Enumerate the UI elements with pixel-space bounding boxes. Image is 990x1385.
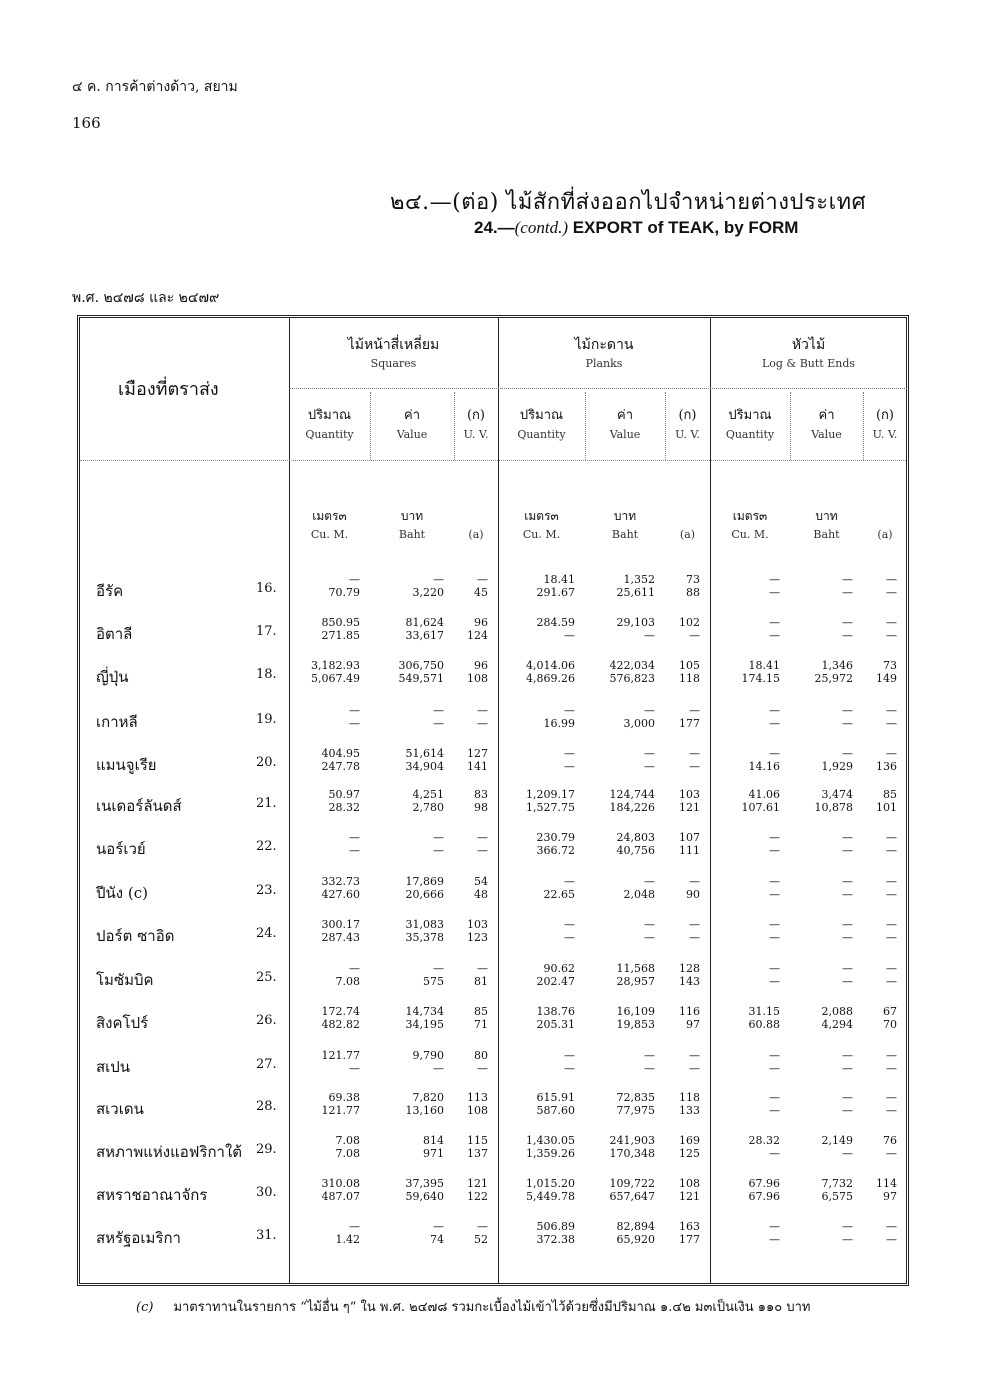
table-cell: — — xyxy=(842,831,853,857)
table-cell: 332.73 427.60 xyxy=(321,875,360,901)
table-cell: — 90 xyxy=(686,875,700,901)
table-cell: 1,430.05 1,359.26 xyxy=(526,1134,575,1160)
subcolumn-header-english: Value xyxy=(811,428,842,441)
unit-thai: เมตร๓ xyxy=(524,509,559,523)
unit-english: Cu. M. xyxy=(731,528,769,541)
row-country-name: นอร์เวย์ xyxy=(96,840,146,858)
table-cell: 850.95 271.85 xyxy=(321,616,360,642)
table-cell: 2,149 — xyxy=(821,1134,853,1160)
table-cell: 18.41 174.15 xyxy=(741,659,780,685)
table-cell: — 1,929 xyxy=(821,747,853,773)
row-number: 19. xyxy=(256,712,277,727)
table-cell: — — xyxy=(769,962,780,988)
subcolumn-header-english: U. V. xyxy=(675,428,700,441)
table-cell: — 1.42 xyxy=(335,1220,360,1246)
table-cell: — 16.99 xyxy=(543,704,575,730)
table-cell: — 2,048 xyxy=(623,875,655,901)
table-cell: 121 122 xyxy=(467,1177,488,1203)
unit-thai: บาท xyxy=(613,509,637,523)
table-cell: 422,034 576,823 xyxy=(609,659,655,685)
table-cell: — — xyxy=(886,704,897,730)
table-cell: 172.74 482.82 xyxy=(321,1005,360,1031)
table-cell: — — xyxy=(433,704,444,730)
table-cell: — — xyxy=(842,704,853,730)
table-cell: — — xyxy=(564,918,575,944)
subcolumn-divider xyxy=(370,392,371,460)
table-cell: 41.06 107.61 xyxy=(741,788,780,814)
table-cell: — — xyxy=(349,704,360,730)
table-cell: 67.96 67.96 xyxy=(748,1177,780,1203)
table-cell: — — xyxy=(842,1049,853,1075)
table-cell: 9,790 — xyxy=(412,1049,444,1075)
title-main: EXPORT of TEAK, by FORM xyxy=(572,218,799,237)
row-country-name: สหราชอาณาจักร xyxy=(96,1186,208,1204)
table-cell: — — xyxy=(886,1220,897,1246)
header-rule xyxy=(80,460,906,461)
table-cell: 7,820 13,160 xyxy=(405,1091,444,1117)
row-number: 28. xyxy=(256,1099,277,1114)
table-cell: — — xyxy=(769,1091,780,1117)
footnote xyxy=(136,1296,810,1317)
table-cell: 96 108 xyxy=(467,659,488,685)
running-title: ๔ ค. การค้าต่างด้าว, สยาม xyxy=(72,79,238,95)
row-number: 18. xyxy=(256,667,277,682)
group-header-thai: ไม้หน้าสี่เหลี่ยม xyxy=(347,337,440,353)
group-header-thai: หัวไม้ xyxy=(791,337,826,353)
table-cell: 103 121 xyxy=(679,788,700,814)
table-cell: 1,346 25,972 xyxy=(814,659,853,685)
table-cell: 113 108 xyxy=(467,1091,488,1117)
table-title-thai: ๒๔.—(ต่อ) ไม้สักที่ส่งออกไปจำหน่ายต่างประเทศ xyxy=(390,190,867,215)
subcolumn-header-thai: (ก) xyxy=(875,408,894,423)
table-cell: 7,732 6,575 xyxy=(821,1177,853,1203)
row-number: 30. xyxy=(256,1185,277,1200)
row-number: 17. xyxy=(256,624,277,639)
unit-english: Baht xyxy=(813,528,840,541)
table-cell: — — xyxy=(644,1049,655,1075)
unit-english: (a) xyxy=(679,528,696,541)
table-cell: 80 — xyxy=(474,1049,488,1075)
subcolumn-header-thai: (ก) xyxy=(466,408,485,423)
row-country-name: ปอร์ต ซาอิด xyxy=(96,927,175,945)
table-cell: 81,624 33,617 xyxy=(405,616,444,642)
table-cell: 107 111 xyxy=(679,831,700,857)
table-cell: 14,734 34,195 xyxy=(405,1005,444,1031)
table-cell: 284.59 — xyxy=(536,616,575,642)
group-header-thai: ไม้กะดาน xyxy=(574,337,634,353)
row-number: 25. xyxy=(256,970,277,985)
table-cell: — 52 xyxy=(474,1220,488,1246)
table-cell: — — xyxy=(689,1049,700,1075)
table-cell: — — xyxy=(886,831,897,857)
table-cell: — — xyxy=(564,1049,575,1075)
subcolumn-divider xyxy=(863,392,864,460)
row-country-name: ปีนัง (c) xyxy=(96,884,148,902)
table-cell: — — xyxy=(886,616,897,642)
table-cell: — 14.16 xyxy=(748,747,780,773)
table-cell: 105 118 xyxy=(679,659,700,685)
table-cell: — — xyxy=(349,831,360,857)
subcolumn-header-thai: ค่า xyxy=(404,408,420,423)
table-cell: — 70.79 xyxy=(328,573,360,599)
unit-thai: เมตร๓ xyxy=(312,509,347,523)
table-cell: 11,568 28,957 xyxy=(616,962,655,988)
table-cell: — — xyxy=(769,1049,780,1075)
row-country-name: สเปน xyxy=(96,1058,131,1076)
table-cell: — — xyxy=(886,875,897,901)
table-cell: 1,209.17 1,527.75 xyxy=(526,788,575,814)
table-cell: — 22.65 xyxy=(543,875,575,901)
table-cell: 169 125 xyxy=(679,1134,700,1160)
table-cell: 241,903 170,348 xyxy=(609,1134,655,1160)
row-country-name: โมซัมบิค xyxy=(96,971,154,989)
table-cell: 138.76 205.31 xyxy=(536,1005,575,1031)
unit-english: Cu. M. xyxy=(522,528,561,541)
row-number: 29. xyxy=(256,1142,277,1157)
table-cell: 124,744 184,226 xyxy=(609,788,655,814)
table-cell: 82,894 65,920 xyxy=(616,1220,655,1246)
table-cell: 2,088 4,294 xyxy=(821,1005,853,1031)
table-cell: 230.79 366.72 xyxy=(536,831,575,857)
table-cell: 114 97 xyxy=(876,1177,897,1203)
table-cell: — 45 xyxy=(474,573,488,599)
subcolumn-header-thai: ปริมาณ xyxy=(307,408,352,423)
table-cell: — — xyxy=(842,573,853,599)
table-cell: — — xyxy=(769,875,780,901)
group-header-english: Log & Butt Ends xyxy=(761,357,856,370)
table-cell: — 74 xyxy=(430,1220,444,1246)
table-cell: — 177 xyxy=(679,704,700,730)
table-cell: 69.38 121.77 xyxy=(321,1091,360,1117)
table-cell: — 575 xyxy=(423,962,444,988)
title-prefix: 24.— xyxy=(474,218,515,237)
unit-english: Cu. M. xyxy=(310,528,349,541)
row-country-name: แมนจูเรีย xyxy=(96,756,157,774)
table-cell: 118 133 xyxy=(679,1091,700,1117)
table-cell: 16,109 19,853 xyxy=(616,1005,655,1031)
subcolumn-header-english: Quantity xyxy=(517,428,566,441)
row-country-name: อิตาลี xyxy=(96,625,133,643)
table-cell: — — xyxy=(769,1220,780,1246)
table-cell: 73 149 xyxy=(876,659,897,685)
row-number: 22. xyxy=(256,839,277,854)
row-country-name: ญี่ปุ่น xyxy=(96,668,129,686)
unit-thai: เมตร๓ xyxy=(732,509,768,523)
table-cell: 404.95 247.78 xyxy=(321,747,360,773)
page-number: 166 xyxy=(72,114,101,132)
subcolumn-divider xyxy=(665,392,666,460)
table-cell: 121.77 — xyxy=(321,1049,360,1075)
table-cell: — — xyxy=(689,918,700,944)
table-cell: — — xyxy=(433,831,444,857)
table-cell: — — xyxy=(842,918,853,944)
table-cell: 17,869 20,666 xyxy=(405,875,444,901)
table-cell: 115 137 xyxy=(467,1134,488,1160)
unit-english: Baht xyxy=(611,528,639,541)
subcolumn-divider xyxy=(585,392,586,460)
table-cell: — 3,000 xyxy=(623,704,655,730)
title-contd: (contd.) xyxy=(514,218,568,237)
table-cell: 102 — xyxy=(679,616,700,642)
row-country-name: อีรัค xyxy=(96,582,124,600)
table-cell: 300.17 287.43 xyxy=(321,918,360,944)
table-cell: — — xyxy=(689,747,700,773)
row-country-name: สหภาพแห่งแอฟริกาใต้ xyxy=(96,1143,243,1161)
table-cell: — — xyxy=(886,1091,897,1117)
subcolumn-header-english: Quantity xyxy=(725,428,775,441)
table-cell: — — xyxy=(886,962,897,988)
group-header-english: Squares xyxy=(370,357,417,370)
table-cell: — — xyxy=(769,831,780,857)
table-cell: — — xyxy=(842,1091,853,1117)
row-number: 20. xyxy=(256,755,277,770)
table-cell: — 7.08 xyxy=(335,962,360,988)
row-number: 16. xyxy=(256,581,277,596)
origin-column-header: เมืองที่ตราส่ง xyxy=(118,379,219,400)
unit-english: Baht xyxy=(398,528,426,541)
table-cell: 615.91 587.60 xyxy=(536,1091,575,1117)
subcolumn-header-thai: ปริมาณ xyxy=(519,408,564,423)
unit-thai: บาท xyxy=(400,509,424,523)
row-country-name: สหรัฐอเมริกา xyxy=(96,1229,181,1247)
table-cell: — — xyxy=(769,918,780,944)
table-cell: 83 98 xyxy=(474,788,488,814)
table-cell: 29,103 — xyxy=(616,616,655,642)
table-cell: 310.08 487.07 xyxy=(321,1177,360,1203)
table-cell: — — xyxy=(842,875,853,901)
table-cell: 90.62 202.47 xyxy=(536,962,575,988)
table-cell: — — xyxy=(842,616,853,642)
row-number: 27. xyxy=(256,1057,277,1072)
table-cell: 3,182.93 5,067.49 xyxy=(311,659,360,685)
table-cell: 37,395 59,640 xyxy=(405,1177,444,1203)
table-cell: — — xyxy=(477,704,488,730)
table-cell: 96 124 xyxy=(467,616,488,642)
table-cell: 67 70 xyxy=(883,1005,897,1031)
table-cell: 163 177 xyxy=(679,1220,700,1246)
subcolumn-header-english: Quantity xyxy=(305,428,354,441)
table-cell: — — xyxy=(842,962,853,988)
table-cell: — 81 xyxy=(474,962,488,988)
table-cell: 24,803 40,756 xyxy=(616,831,655,857)
table-cell: 109,722 657,647 xyxy=(609,1177,655,1203)
table-cell: — — xyxy=(886,1049,897,1075)
table-cell: 7.08 7.08 xyxy=(335,1134,360,1160)
table-cell: — — xyxy=(477,831,488,857)
table-cell: — 136 xyxy=(876,747,897,773)
table-cell: — — xyxy=(886,918,897,944)
table-cell: 127 141 xyxy=(467,747,488,773)
table-cell: 108 121 xyxy=(679,1177,700,1203)
unit-thai: บาท xyxy=(815,509,838,523)
footnote-text: มาตราทานในรายการ “ไม้อื่น ๆ” ใน พ.ศ. ๒๔๗๘ รวมกะเบื้องไม้เข้าไว้ด้วยซึ่งมีปริมาณ ๑.๔๒ ม๓เป็นเงิน ๑๑๐ บาท xyxy=(173,1300,811,1315)
table-cell: 116 97 xyxy=(679,1005,700,1031)
table-cell: 18.41 291.67 xyxy=(536,573,575,599)
table-cell: 31,083 35,378 xyxy=(405,918,444,944)
row-number: 26. xyxy=(256,1013,277,1028)
table-cell: 76 — xyxy=(883,1134,897,1160)
row-country-name: สเวเดน xyxy=(96,1100,144,1118)
table-cell: 814 971 xyxy=(423,1134,444,1160)
table-cell: — — xyxy=(644,747,655,773)
table-cell: 50.97 28.32 xyxy=(328,788,360,814)
table-cell: 51,614 34,904 xyxy=(405,747,444,773)
row-number: 21. xyxy=(256,796,277,811)
subcolumn-header-thai: ปริมาณ xyxy=(728,408,772,423)
table-cell: 85 101 xyxy=(876,788,897,814)
table-cell: — — xyxy=(564,747,575,773)
subcolumn-header-english: Value xyxy=(396,428,428,441)
table-cell: 54 48 xyxy=(474,875,488,901)
table-cell: 103 123 xyxy=(467,918,488,944)
table-cell: — — xyxy=(644,918,655,944)
row-country-name: เนเดอร์ลันดส์ xyxy=(96,797,182,815)
years-label: พ.ศ. ๒๔๗๘ และ ๒๔๗๙ xyxy=(72,290,220,306)
row-country-name: สิงคโปร์ xyxy=(96,1014,149,1032)
table-title-english xyxy=(474,218,798,238)
row-number: 31. xyxy=(256,1228,277,1243)
footnote-mark: (c) xyxy=(136,1300,154,1315)
row-country-name: เกาหลี xyxy=(96,713,138,731)
table-cell: 128 143 xyxy=(679,962,700,988)
table-cell: 72,835 77,975 xyxy=(616,1091,655,1117)
table-cell: 85 71 xyxy=(474,1005,488,1031)
table-cell: 4,251 2,780 xyxy=(412,788,444,814)
subcolumn-divider xyxy=(454,392,455,460)
table-cell: 506.89 372.38 xyxy=(536,1220,575,1246)
subcolumn-header-thai: (ก) xyxy=(678,408,697,423)
unit-english: (a) xyxy=(468,528,484,541)
table-cell: — — xyxy=(769,704,780,730)
group-rule xyxy=(289,388,907,389)
subcolumn-header-thai: ค่า xyxy=(818,408,835,423)
table-cell: 73 88 xyxy=(686,573,700,599)
table-cell: 28.32 — xyxy=(748,1134,780,1160)
subcolumn-header-english: U. V. xyxy=(872,428,898,441)
table-cell: 1,352 25,611 xyxy=(616,573,655,599)
table-cell: 306,750 549,571 xyxy=(398,659,444,685)
table-cell: — — xyxy=(886,573,897,599)
table-cell: 1,015.20 5,449.78 xyxy=(526,1177,575,1203)
table-cell: 3,474 10,878 xyxy=(814,788,853,814)
row-number: 24. xyxy=(256,926,277,941)
table-cell: — 3,220 xyxy=(412,573,444,599)
subcolumn-header-thai: ค่า xyxy=(617,408,633,423)
table-cell: — — xyxy=(769,573,780,599)
group-header-english: Planks xyxy=(585,357,623,370)
subcolumn-divider xyxy=(790,392,791,460)
unit-english: (a) xyxy=(877,528,893,541)
subcolumn-header-english: Value xyxy=(609,428,641,441)
row-number: 23. xyxy=(256,883,277,898)
table-cell: — — xyxy=(769,616,780,642)
table-cell: 31.15 60.88 xyxy=(748,1005,780,1031)
subcolumn-header-english: U. V. xyxy=(463,428,489,441)
table-cell: 4,014.06 4,869.26 xyxy=(526,659,575,685)
table-cell: — — xyxy=(842,1220,853,1246)
